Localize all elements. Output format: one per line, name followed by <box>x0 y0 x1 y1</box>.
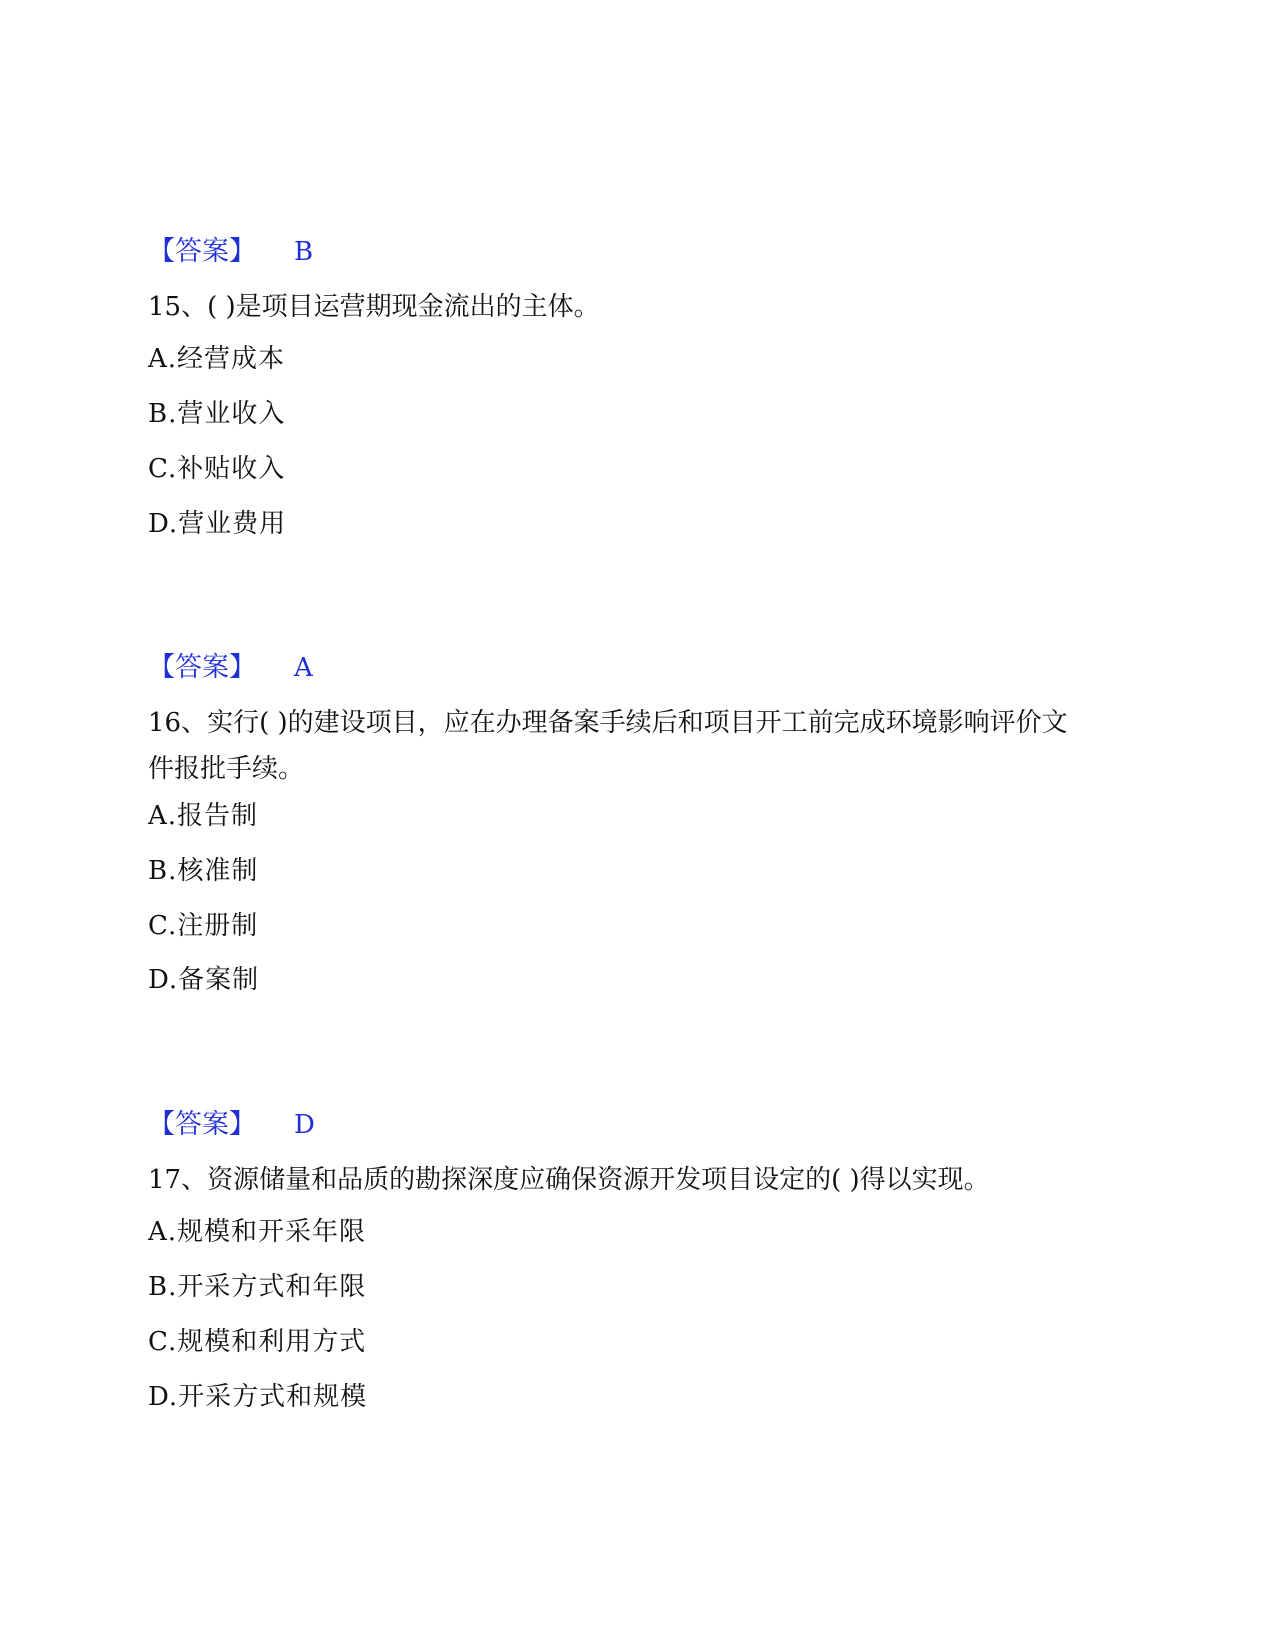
option-b: B.开采方式和年限 <box>148 1272 367 1302</box>
answer-line <box>148 1109 315 1141</box>
question-text: 15、( )是项目运营期现金流出的主体。 <box>148 292 600 322</box>
option-d: D.备案制 <box>148 965 260 995</box>
option-a: A.经营成本 <box>148 344 286 374</box>
option-b: B.营业收入 <box>148 399 286 429</box>
question-text: 17、资源储量和品质的勘探深度应确保资源开发项目设定的( )得以实现。 <box>148 1165 990 1195</box>
answer-letter: B <box>294 237 314 267</box>
answer-tag: 【答案】 <box>148 236 256 267</box>
option-a: A.报告制 <box>148 801 259 831</box>
option-c: C.规模和利用方式 <box>148 1327 367 1357</box>
answer-tag: 【答案】 <box>148 1109 256 1140</box>
option-c: C.补贴收入 <box>148 454 286 484</box>
option-d: D.开采方式和规模 <box>148 1382 368 1412</box>
answer-letter: A <box>294 653 313 683</box>
option-d: D.营业费用 <box>148 509 287 539</box>
answer-tag: 【答案】 <box>148 652 256 683</box>
answer-line <box>148 236 313 268</box>
option-a: A.规模和开采年限 <box>148 1217 367 1247</box>
option-c: C.注册制 <box>148 911 259 941</box>
answer-line <box>148 652 313 684</box>
answer-letter: D <box>294 1110 315 1140</box>
option-b: B.核准制 <box>148 856 259 886</box>
question-text: 16、实行( )的建设项目，应在办理备案手续后和项目开工前完成环境影响评价文件报批手续。 <box>148 708 1068 784</box>
